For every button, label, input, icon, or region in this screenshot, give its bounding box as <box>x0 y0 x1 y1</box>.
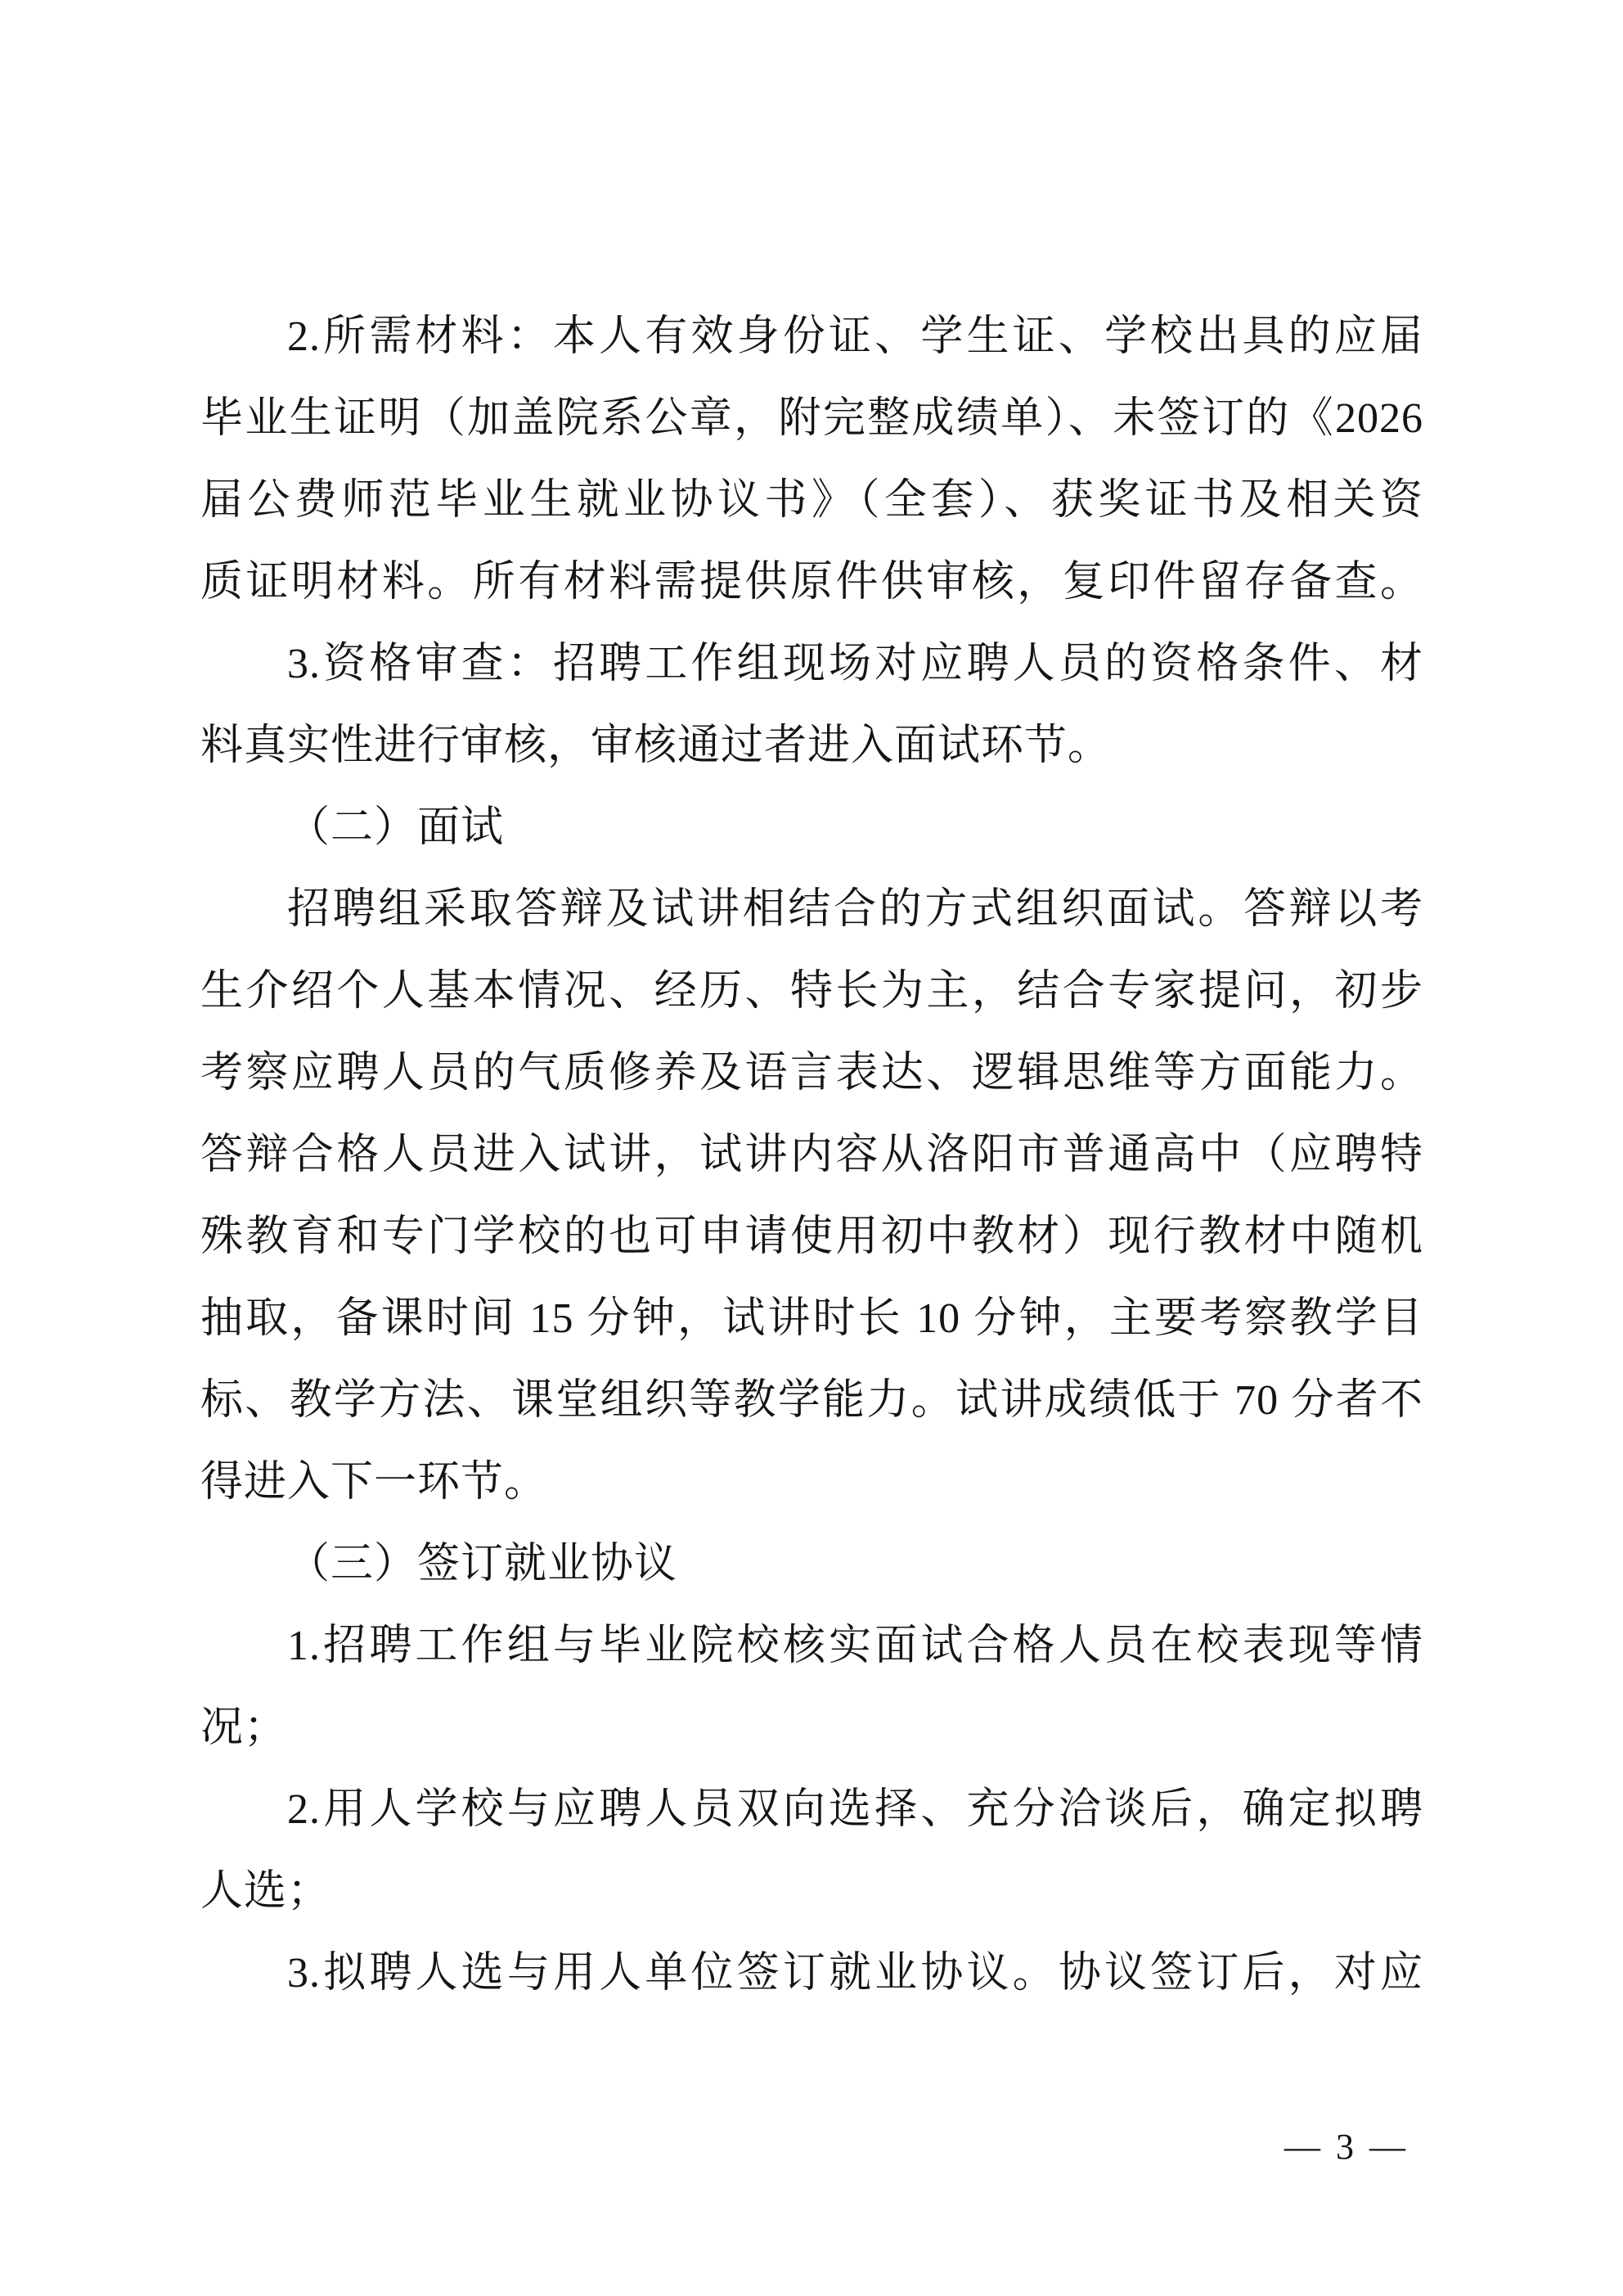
text-line: 料真实性进行审核，审核通过者进入面试环节。 <box>200 723 1112 769</box>
text-line: 得进入下一环节。 <box>200 1459 548 1506</box>
text-line: 毕业生证明（加盖院系公章，附完整成绩单）、未签订的《2026 <box>200 395 1423 442</box>
text-line: 招聘组采取答辩及试讲相结合的方式组织面试。答辩以考 <box>287 886 1423 933</box>
text-line: 抽取，备课时间 15 分钟，试讲时长 10 分钟，主要考察教学目 <box>200 1295 1423 1342</box>
text-line: 2.用人学校与应聘人员双向选择、充分洽谈后，确定拟聘 <box>287 1786 1423 1833</box>
text-line: 标、教学方法、课堂组织等教学能力。试讲成绩低于 70 分者不 <box>200 1377 1423 1424</box>
text-line: 生介绍个人基本情况、经历、特长为主，结合专家提问，初步 <box>200 968 1423 1015</box>
text-line: 届公费师范毕业生就业协议书》（全套）、获奖证书及相关资 <box>200 477 1423 524</box>
text-line: 况； <box>200 1704 288 1751</box>
text-line: 考察应聘人员的气质修养及语言表达、逻辑思维等方面能力。 <box>200 1050 1423 1096</box>
section-heading: （三）签订就业协议 <box>287 1541 678 1587</box>
text-line: 3.资格审查：招聘工作组现场对应聘人员的资格条件、材 <box>287 641 1423 687</box>
text-line: 质证明材料。所有材料需提供原件供审核，复印件留存备查。 <box>200 559 1423 606</box>
text-line: 3.拟聘人选与用人单位签订就业协议。协议签订后，对应 <box>287 1950 1423 1997</box>
text-line: 1.招聘工作组与毕业院校核实面试合格人员在校表现等情 <box>287 1623 1423 1669</box>
text-line: 答辩合格人员进入试讲，试讲内容从洛阳市普通高中（应聘特 <box>200 1132 1423 1178</box>
doc-body <box>200 296 1423 2015</box>
section-heading: （二）面试 <box>287 804 505 851</box>
page-number: — 3 — <box>1284 2127 1409 2167</box>
text-line: 2.所需材料：本人有效身份证、学生证、学校出具的应届 <box>287 313 1423 360</box>
text-line: 殊教育和专门学校的也可申请使用初中教材）现行教材中随机 <box>200 1213 1423 1260</box>
text-line: 人选； <box>200 1868 331 1915</box>
